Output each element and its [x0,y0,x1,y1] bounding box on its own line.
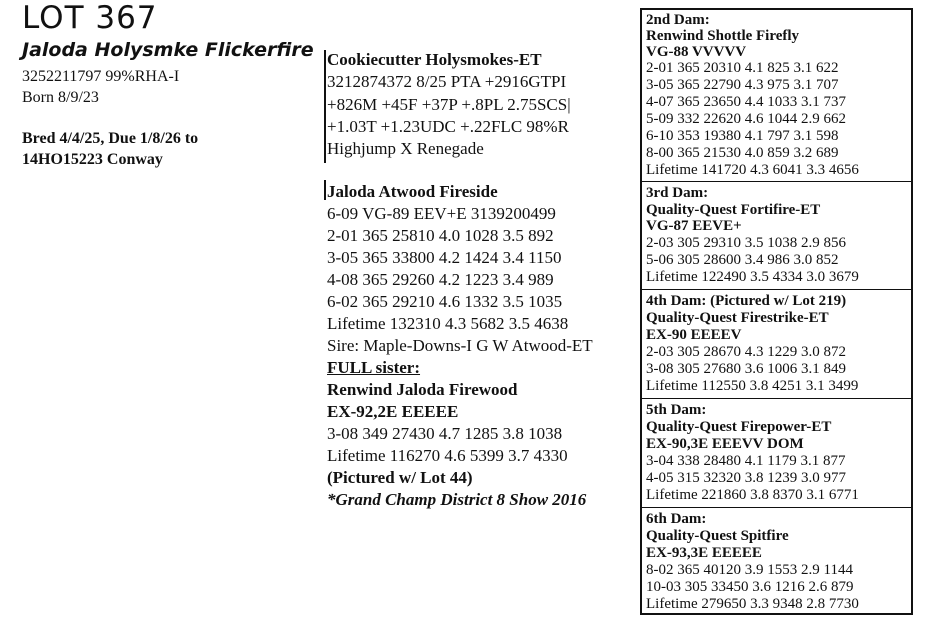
dam4-classification: EX-90 EEEEV [646,327,742,343]
full-sister-classification: EX-92,2E EEEEE [327,402,459,421]
dam6-lifetime: Lifetime 279650 3.3 9348 2.8 7730 [646,596,859,612]
dam6-heading: 6th Dam: [646,511,707,527]
sire-name: Cookiecutter Holysmokes-ET [327,50,542,69]
dam2-lifetime: Lifetime 141720 4.3 6041 3.3 4656 [646,162,859,178]
dam4-record: 3-08 305 27680 3.6 1006 3.1 849 [646,361,846,377]
sire-divider [324,50,326,163]
full-sister-picture-note: (Pictured w/ Lot 44) [327,468,473,487]
dam5-record: 4-05 315 32320 3.8 1239 3.0 977 [646,470,846,486]
dam5-lifetime: Lifetime 221860 3.8 8370 3.1 6771 [646,487,859,503]
dam6-record: 8-02 365 40120 3.9 1553 2.9 1144 [646,562,853,578]
dam2-record: 4-07 365 23650 4.4 1033 3.1 737 [646,94,846,110]
dam-sire: Sire: Maple-Downs-I G W Atwood-ET [327,336,593,355]
full-sister-label: FULL sister: [327,358,421,377]
dam-record: 6-02 365 29210 4.6 1332 3.5 1035 [327,292,563,311]
dam2-classification: VG-88 VVVVV [646,44,747,60]
dam2-record: 5-09 332 22620 4.6 1044 2.9 662 [646,111,846,127]
animal-name: Jaloda Holysmke Flickerfire [22,39,314,61]
dam3-heading: 3rd Dam: [646,185,709,201]
dam2-heading: 2nd Dam: [646,12,710,28]
dam6-name: Quality-Quest Spitfire [646,528,789,544]
full-sister-record: 3-08 349 27430 4.7 1285 3.8 1038 [327,424,563,443]
dam5-name: Quality-Quest Firepower-ET [646,419,832,435]
full-sister-name: Renwind Jaloda Firewood [327,380,518,399]
dam5-record: 3-04 338 28480 4.1 1179 3.1 877 [646,453,846,469]
divider [642,398,911,399]
sire-pedigree: Highjump X Renegade [327,139,484,158]
dam-divider [324,180,326,200]
lot-number: LOT 367 [22,0,158,36]
dam-lifetime: Lifetime 132310 4.3 5682 3.5 4638 [327,314,569,333]
birth-date: Born 8/9/23 [22,89,99,106]
dam3-lifetime: Lifetime 122490 3.5 4334 3.0 3679 [646,269,859,285]
dam5-classification: EX-90,3E EEEVV DOM [646,436,804,452]
sire-proof: +1.03T +1.23UDC +.22FLC 98%R [327,117,569,136]
dam4-lifetime: Lifetime 112550 3.8 4251 3.1 3499 [646,378,859,394]
service-sire: 14HO15223 Conway [22,151,163,168]
dam-record: 2-01 365 25810 4.0 1028 3.5 892 [327,226,554,245]
divider [642,289,911,290]
dam-record: 4-08 365 29260 4.2 1223 3.4 989 [327,270,554,289]
dam2-name: Renwind Shottle Firefly [646,28,800,44]
show-award: *Grand Champ District 8 Show 2016 [327,490,587,509]
dam-record: 3-05 365 33800 4.2 1424 3.4 1150 [327,248,562,267]
dam2-record: 2-01 365 20310 4.1 825 3.1 622 [646,60,839,76]
sire-proof: +826M +45F +37P +.8PL 2.75SCS| [327,95,571,114]
dam3-record: 5-06 305 28600 3.4 986 3.0 852 [646,252,839,268]
dam3-record: 2-03 305 29310 3.5 1038 2.9 856 [646,235,846,251]
dam4-heading: 4th Dam: (Pictured w/ Lot 219) [646,293,847,309]
full-sister-lifetime: Lifetime 116270 4.6 5399 3.7 4330 [327,446,568,465]
dam-name: Jaloda Atwood Fireside [327,182,498,201]
dam3-classification: VG-87 EEVE+ [646,218,742,234]
dam2-record: 8-00 365 21530 4.0 859 3.2 689 [646,145,839,161]
dam-classification: 6-09 VG-89 EEV+E 3139200499 [327,204,556,223]
dam2-record: 6-10 353 19380 4.1 797 3.1 598 [646,128,839,144]
sire-proof: 3212874372 8/25 PTA +2916GTPI [327,72,567,91]
dam2-record: 3-05 365 22790 4.3 975 3.1 707 [646,77,839,93]
divider [642,181,911,182]
divider [642,507,911,508]
dam3-name: Quality-Quest Fortifire-ET [646,202,821,218]
registration: 3252211797 99%RHA-I [22,68,180,85]
dam5-heading: 5th Dam: [646,402,707,418]
dam6-classification: EX-93,3E EEEEE [646,545,762,561]
dam4-record: 2-03 305 28670 4.3 1229 3.0 872 [646,344,846,360]
bred-info: Bred 4/4/25, Due 1/8/26 to [22,130,199,147]
dam6-record: 10-03 305 33450 3.6 1216 2.6 879 [646,579,854,595]
pedigree-box [640,8,913,615]
dam4-name: Quality-Quest Firestrike-ET [646,310,829,326]
